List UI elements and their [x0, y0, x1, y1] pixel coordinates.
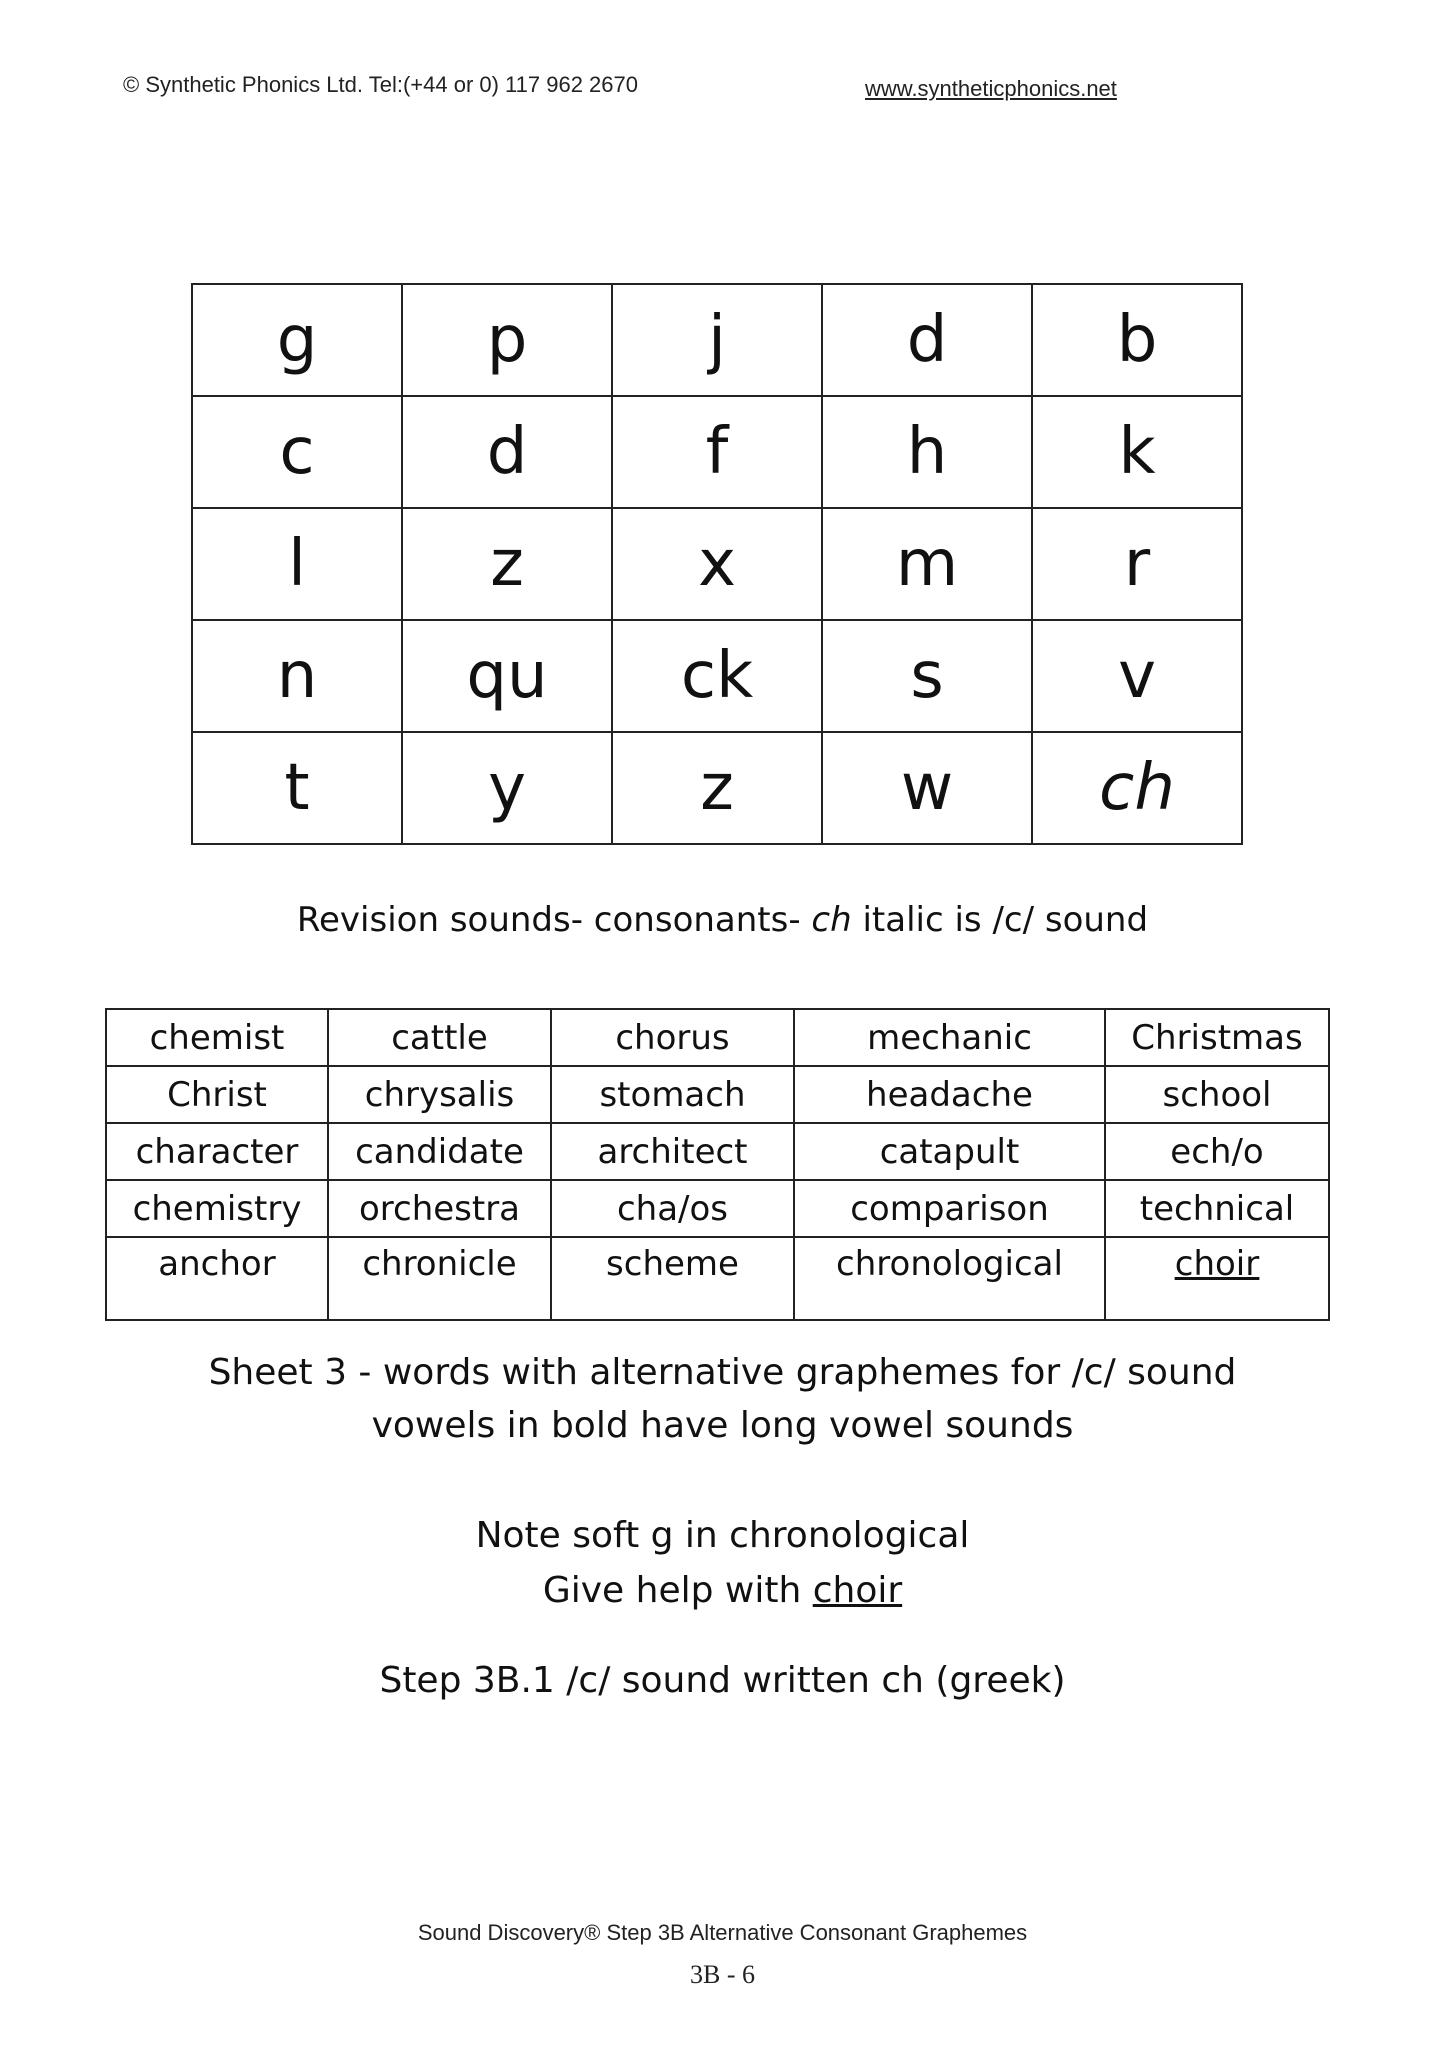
page-number: 3B - 6	[690, 1960, 755, 1989]
word-cell: character	[106, 1123, 328, 1180]
letter-cell: c	[192, 396, 402, 508]
letter-cell: g	[192, 284, 402, 396]
letter-cell: y	[402, 732, 612, 844]
word-cell: architect	[551, 1123, 794, 1180]
letter-cell: r	[1032, 508, 1242, 620]
letter-grid	[191, 283, 1243, 845]
letter-cell: z	[612, 732, 822, 844]
word-cell: comparison	[794, 1180, 1105, 1237]
letter-row	[192, 620, 1242, 732]
letter-cell: f	[612, 396, 822, 508]
revision-caption	[0, 900, 1445, 940]
word-cell: chrysalis	[328, 1066, 551, 1123]
word-cell: cattle	[328, 1009, 551, 1066]
copyright-text: © Synthetic Phonics Ltd. Tel:(+44 or 0) 117 962 2670	[123, 72, 639, 97]
word-cell: anchor	[106, 1237, 328, 1320]
letter-cell: d	[822, 284, 1032, 396]
letter-cell: v	[1032, 620, 1242, 732]
word-row	[106, 1180, 1329, 1237]
help-text: Give help with	[542, 1570, 813, 1611]
word-cell: cha/os	[551, 1180, 794, 1237]
step-title: Step 3B.1 /c/ sound written ch (greek)	[379, 1660, 1066, 1701]
word-cell: chronological	[794, 1237, 1105, 1320]
word-cell: catapult	[794, 1123, 1105, 1180]
letter-cell: z	[402, 508, 612, 620]
letter-cell: s	[822, 620, 1032, 732]
word-cell: Christmas	[1105, 1009, 1329, 1066]
word-cell: chemistry	[106, 1180, 328, 1237]
letter-cell: k	[1032, 396, 1242, 508]
word-cell: chronicle	[328, 1237, 551, 1320]
letter-cell: l	[192, 508, 402, 620]
letter-cell: j	[612, 284, 822, 396]
caption-text: italic is /c/ sound	[851, 900, 1149, 940]
word-cell: stomach	[551, 1066, 794, 1123]
word-cell: ech/o	[1105, 1123, 1329, 1180]
word-cell: chemist	[106, 1009, 328, 1066]
letter-cell: b	[1032, 284, 1242, 396]
word-cell: candidate	[328, 1123, 551, 1180]
letter-cell: x	[612, 508, 822, 620]
letter-cell: d	[402, 396, 612, 508]
letter-row	[192, 284, 1242, 396]
underlined-word: choir	[1174, 1244, 1260, 1284]
letter-cell: ck	[612, 620, 822, 732]
word-cell: headache	[794, 1066, 1105, 1123]
caption-text: Revision sounds- consonants-	[296, 900, 812, 940]
word-cell: mechanic	[794, 1009, 1105, 1066]
letter-cell: n	[192, 620, 402, 732]
letter-cell: t	[192, 732, 402, 844]
word-cell: chorus	[551, 1009, 794, 1066]
sheet-subheading: vowels in bold have long vowel sounds	[371, 1405, 1074, 1446]
letter-cell: p	[402, 284, 612, 396]
word-cell: technical	[1105, 1180, 1329, 1237]
word-row	[106, 1009, 1329, 1066]
letter-cell: qu	[402, 620, 612, 732]
word-cell: orchestra	[328, 1180, 551, 1237]
word-row	[106, 1066, 1329, 1123]
help-line	[0, 1570, 1445, 1611]
letter-cell: h	[822, 396, 1032, 508]
letter-cell: w	[822, 732, 1032, 844]
help-underlined-word: choir	[812, 1570, 903, 1611]
word-cell: scheme	[551, 1237, 794, 1320]
word-cell-underlined	[1105, 1237, 1329, 1320]
word-cell: Christ	[106, 1066, 328, 1123]
footer-title: Sound Discovery® Step 3B Alternative Consonant Graphemes	[417, 1920, 1028, 1945]
note-line: Note soft g in chronological	[475, 1515, 970, 1556]
letter-row	[192, 508, 1242, 620]
letter-cell-italic: ch	[1032, 732, 1242, 844]
word-row	[106, 1123, 1329, 1180]
letter-row	[192, 396, 1242, 508]
word-row	[106, 1237, 1329, 1320]
caption-italic-text: ch	[811, 900, 852, 940]
sheet-heading: Sheet 3 - words with alternative graphemes for /c/ sound	[208, 1352, 1237, 1393]
word-cell: school	[1105, 1066, 1329, 1123]
word-grid	[105, 1008, 1330, 1321]
letter-cell: m	[822, 508, 1032, 620]
website-link[interactable]: www.syntheticphonics.net	[865, 76, 1117, 101]
letter-row	[192, 732, 1242, 844]
